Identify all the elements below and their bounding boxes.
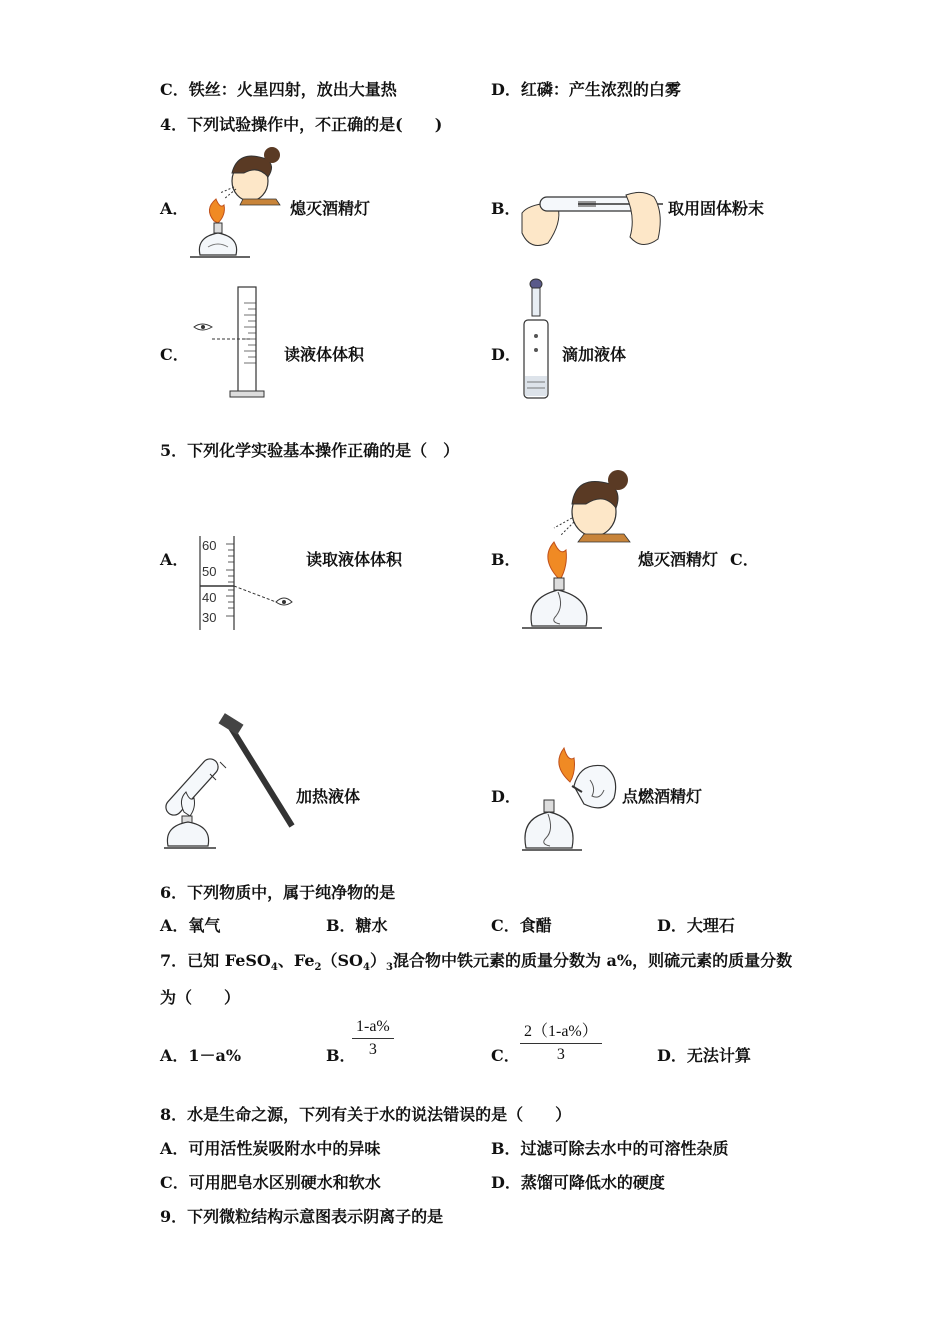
- q7-stem: 7．已知 FeSO$_4$、$Fe_2(SO_4)_3$混合物中铁元素的质量分数为 a%，则硫元素的质量分数: [160, 951, 793, 974]
- q7-c-denominator: 3: [556, 1046, 565, 1063]
- q4-d-letter: D．: [491, 345, 521, 364]
- q7-option-c-letter: C．: [491, 1046, 520, 1065]
- q6-stem: 6．下列物质中，属于纯净物的是: [160, 883, 396, 902]
- q6-option-c: C．食醋: [491, 916, 552, 935]
- dropper-illustration: [518, 278, 558, 402]
- q7-b-denominator: 3: [368, 1041, 377, 1058]
- q7-option-a: A．1－a%: [160, 1046, 242, 1065]
- powder-spatula-illustration: [518, 183, 668, 255]
- q6-option-a: A．氧气: [160, 916, 221, 935]
- q6-option-b: B．糖水: [326, 916, 388, 935]
- q4-d-label: 滴加液体: [562, 345, 627, 364]
- scale-tick-30: 30: [202, 610, 217, 625]
- extinguish-lamp-illustration: [188, 143, 293, 261]
- scale-reading-illustration: [192, 532, 302, 634]
- q6-option-d: D．大理石: [657, 916, 735, 935]
- q5-stem: 5．下列化学实验基本操作正确的是（ ）: [160, 441, 460, 460]
- q5-d-label: 点燃酒精灯: [622, 787, 703, 806]
- q8-option-d: D．蒸馏可降低水的硬度: [491, 1173, 665, 1192]
- q3-option-c: C．铁丝：火星四射，放出大量热: [160, 80, 397, 99]
- q4-a-label: 熄灭酒精灯: [290, 199, 371, 218]
- q4-a-letter: A．: [160, 199, 189, 218]
- q7-option-d: D．无法计算: [657, 1046, 751, 1065]
- q4-b-label: 取用固体粉末: [668, 199, 765, 218]
- q5-b-label: 熄灭酒精灯: [638, 550, 719, 569]
- extinguish-lamp-illustration-2: [520, 466, 638, 634]
- q5-a-label: 读取液体体积: [306, 550, 403, 569]
- q7-option-c-fraction: [520, 1018, 602, 1064]
- scale-tick-40: 40: [202, 590, 217, 605]
- q7-option-b-letter: B．: [326, 1046, 356, 1065]
- q4-c-letter: C．: [160, 345, 189, 364]
- q7-option-b-fraction: [352, 1018, 394, 1059]
- q9-stem: 9．下列微粒结构示意图表示阴离子的是: [160, 1207, 444, 1226]
- q7-b-numerator: 1-a%: [352, 1018, 394, 1039]
- q5-c-label: 加热液体: [296, 787, 361, 806]
- scale-tick-50: 50: [202, 564, 217, 579]
- q8-option-c: C．可用肥皂水区别硬水和软水: [160, 1173, 381, 1192]
- q5-b-letter: B．: [491, 550, 521, 569]
- q4-c-label: 读液体体积: [284, 345, 365, 364]
- q5-a-letter: A．: [160, 550, 189, 569]
- q4-stem: 4．下列试验操作中，不正确的是( ): [160, 115, 443, 134]
- q8-option-a: A．可用活性炭吸附水中的异味: [160, 1139, 381, 1158]
- q7-c-numerator: 2（1-a%）: [520, 1018, 602, 1044]
- q4-b-letter: B．: [491, 199, 521, 218]
- q7-stem-line2: 为（ ）: [160, 988, 241, 1007]
- q3-option-d: D．红磷：产生浓烈的白雾: [491, 80, 681, 99]
- graduated-cylinder-illustration: [190, 283, 280, 401]
- q5-d-letter: D．: [491, 787, 521, 806]
- lighting-lamp-illustration: [520, 742, 620, 854]
- scale-tick-60: 60: [202, 538, 217, 553]
- q8-stem: 8．水是生命之源，下列有关于水的说法错误的是（ ）: [160, 1105, 572, 1124]
- q5-c-letter: C．: [730, 550, 759, 569]
- q8-option-b: B．过滤可除去水中的可溶性杂质: [491, 1139, 729, 1158]
- heating-liquid-illustration: [162, 712, 296, 852]
